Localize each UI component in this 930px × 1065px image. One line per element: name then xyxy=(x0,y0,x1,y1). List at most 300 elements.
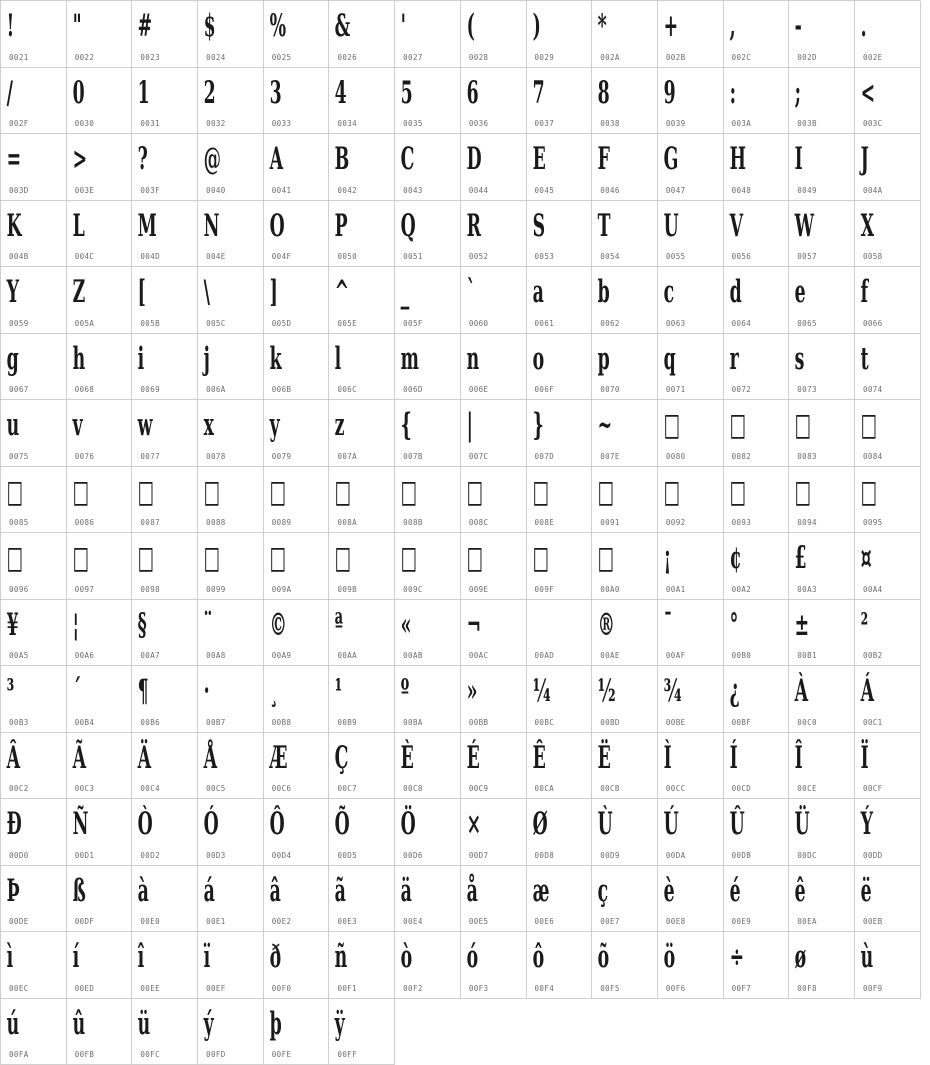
glyph-cell[interactable] xyxy=(329,467,395,534)
glyph-cell[interactable] xyxy=(461,533,527,600)
glyph-cell[interactable] xyxy=(132,533,198,600)
glyph-cell[interactable] xyxy=(855,334,921,401)
glyph-cell[interactable] xyxy=(132,1,198,68)
glyph-cell[interactable] xyxy=(67,932,133,999)
glyph-codepoint: 00EB xyxy=(863,917,883,926)
glyph-cell[interactable] xyxy=(789,666,855,733)
glyph-cell[interactable] xyxy=(1,733,67,800)
glyph-cell[interactable] xyxy=(198,1,264,68)
glyph-cell[interactable] xyxy=(461,799,527,866)
glyph-codepoint: 002F xyxy=(9,119,29,128)
glyph-cell[interactable] xyxy=(658,1,724,68)
glyph-codepoint: 005C xyxy=(206,319,226,328)
glyph-codepoint: 004C xyxy=(75,252,95,261)
glyph-cell[interactable] xyxy=(658,799,724,866)
glyph-cell[interactable] xyxy=(527,68,593,135)
glyph-cell[interactable] xyxy=(395,1,461,68)
glyph-cell[interactable] xyxy=(527,600,593,667)
glyph-character: Á xyxy=(855,668,895,714)
glyph-cell[interactable] xyxy=(132,467,198,534)
glyph-character: ó xyxy=(461,934,501,980)
glyph-cell[interactable] xyxy=(461,1,527,68)
glyph-codepoint: 003D xyxy=(9,186,29,195)
glyph-cell[interactable] xyxy=(724,134,790,201)
glyph-character: / xyxy=(1,70,41,116)
glyph-cell[interactable] xyxy=(264,334,330,401)
glyph-cell[interactable] xyxy=(461,68,527,135)
glyph-cell[interactable] xyxy=(198,533,264,600)
glyph-cell[interactable] xyxy=(789,201,855,268)
glyph-cell[interactable] xyxy=(789,1,855,68)
glyph-cell[interactable] xyxy=(329,334,395,401)
glyph-cell[interactable] xyxy=(329,999,395,1065)
glyph-cell[interactable] xyxy=(527,733,593,800)
glyph-cell[interactable] xyxy=(592,68,658,135)
glyph-character: º xyxy=(395,668,435,714)
glyph-cell[interactable] xyxy=(67,600,133,667)
glyph-cell[interactable] xyxy=(198,932,264,999)
glyph-cell[interactable] xyxy=(264,467,330,534)
glyph-cell[interactable] xyxy=(1,799,67,866)
glyph-character: ¾ xyxy=(658,668,698,714)
glyph-cell[interactable] xyxy=(132,932,198,999)
glyph-cell[interactable] xyxy=(855,1,921,68)
glyph-codepoint: 00B2 xyxy=(863,651,883,660)
glyph-cell[interactable] xyxy=(264,1,330,68)
glyph-cell[interactable] xyxy=(198,866,264,933)
glyph-cell[interactable] xyxy=(264,134,330,201)
glyph-codepoint: 00F7 xyxy=(732,984,752,993)
glyph-cell[interactable] xyxy=(527,201,593,268)
glyph-character: < xyxy=(855,70,895,116)
glyph-codepoint: 00D1 xyxy=(75,851,95,860)
glyph-cell[interactable] xyxy=(132,334,198,401)
glyph-cell[interactable] xyxy=(592,1,658,68)
glyph-cell[interactable] xyxy=(264,999,330,1065)
glyph-cell[interactable] xyxy=(198,999,264,1065)
glyph-character: à xyxy=(132,868,172,914)
glyph-codepoint: 005B xyxy=(140,319,160,328)
glyph-codepoint: 006C xyxy=(337,385,357,394)
glyph-character: 4 xyxy=(329,70,369,116)
glyph-character: ] xyxy=(264,269,304,315)
glyph-cell[interactable] xyxy=(1,334,67,401)
glyph-cell[interactable] xyxy=(198,400,264,467)
glyph-codepoint: 00D4 xyxy=(272,851,292,860)
glyph-cell[interactable] xyxy=(789,467,855,534)
glyph-cell[interactable] xyxy=(592,267,658,334)
glyph-codepoint: 0041 xyxy=(272,186,292,195)
glyph-cell[interactable] xyxy=(395,467,461,534)
glyph-character: K xyxy=(1,203,41,249)
glyph-cell[interactable] xyxy=(724,733,790,800)
glyph-character: å xyxy=(461,868,501,914)
glyph-codepoint: 0056 xyxy=(732,252,752,261)
glyph-cell[interactable] xyxy=(855,68,921,135)
glyph-cell[interactable] xyxy=(658,467,724,534)
glyph-cell[interactable] xyxy=(789,533,855,600)
glyph-cell[interactable] xyxy=(592,799,658,866)
glyph-cell[interactable] xyxy=(264,733,330,800)
glyph-codepoint: 00EC xyxy=(9,984,29,993)
glyph-character: 7 xyxy=(527,70,567,116)
glyph-cell[interactable] xyxy=(395,600,461,667)
glyph-cell[interactable] xyxy=(395,866,461,933)
glyph-cell[interactable] xyxy=(1,866,67,933)
glyph-cell[interactable] xyxy=(592,134,658,201)
glyph-cell[interactable] xyxy=(1,666,67,733)
glyph-cell[interactable] xyxy=(855,134,921,201)
glyph-character: ß xyxy=(67,868,107,914)
glyph-cell[interactable] xyxy=(329,533,395,600)
glyph-cell[interactable] xyxy=(527,134,593,201)
glyph-cell[interactable] xyxy=(1,267,67,334)
glyph-cell[interactable] xyxy=(67,799,133,866)
glyph-codepoint: 0078 xyxy=(206,452,226,461)
glyph-codepoint: 00B0 xyxy=(732,651,752,660)
glyph-cell[interactable] xyxy=(132,600,198,667)
glyph-cell[interactable] xyxy=(724,666,790,733)
glyph-cell[interactable] xyxy=(395,733,461,800)
glyph-character: © xyxy=(264,602,304,648)
glyph-cell[interactable] xyxy=(67,666,133,733)
glyph-cell[interactable] xyxy=(855,201,921,268)
glyph-character: ¡ xyxy=(658,535,698,581)
glyph-codepoint: 00BB xyxy=(469,718,489,727)
glyph-cell[interactable] xyxy=(855,866,921,933)
glyph-cell[interactable] xyxy=(527,467,593,534)
glyph-cell[interactable] xyxy=(198,467,264,534)
glyph-cell[interactable] xyxy=(329,134,395,201)
glyph-character: á xyxy=(198,868,238,914)
glyph-codepoint: 008E xyxy=(535,518,555,527)
glyph-cell[interactable] xyxy=(789,733,855,800)
glyph-codepoint: 0075 xyxy=(9,452,29,461)
glyph-cell[interactable] xyxy=(527,799,593,866)
glyph-cell[interactable] xyxy=(658,201,724,268)
glyph-character: ÿ xyxy=(329,1001,369,1047)
glyph-cell[interactable] xyxy=(132,799,198,866)
glyph-cell[interactable] xyxy=(395,533,461,600)
glyph-cell[interactable] xyxy=(329,267,395,334)
glyph-cell[interactable] xyxy=(855,467,921,534)
glyph-cell[interactable] xyxy=(855,600,921,667)
glyph-cell[interactable] xyxy=(395,267,461,334)
glyph-cell[interactable] xyxy=(658,334,724,401)
glyph-character: □ xyxy=(592,469,632,515)
glyph-cell[interactable] xyxy=(461,134,527,201)
glyph-cell[interactable] xyxy=(395,201,461,268)
glyph-character: A xyxy=(264,136,304,182)
glyph-cell[interactable] xyxy=(724,866,790,933)
glyph-codepoint: 0040 xyxy=(206,186,226,195)
glyph-cell[interactable] xyxy=(592,866,658,933)
glyph-cell[interactable] xyxy=(132,201,198,268)
glyph-cell[interactable] xyxy=(67,467,133,534)
glyph-cell[interactable] xyxy=(1,400,67,467)
glyph-character: Â xyxy=(1,735,41,781)
glyph-codepoint: 00BC xyxy=(535,718,555,727)
glyph-cell[interactable] xyxy=(592,666,658,733)
glyph-cell[interactable] xyxy=(658,134,724,201)
glyph-cell[interactable] xyxy=(527,334,593,401)
glyph-cell[interactable] xyxy=(1,600,67,667)
glyph-cell[interactable] xyxy=(1,533,67,600)
glyph-cell[interactable] xyxy=(198,267,264,334)
glyph-cell[interactable] xyxy=(724,467,790,534)
glyph-cell[interactable] xyxy=(724,334,790,401)
glyph-cell[interactable] xyxy=(855,533,921,600)
glyph-cell[interactable] xyxy=(329,1,395,68)
glyph-cell[interactable] xyxy=(855,666,921,733)
glyph-cell[interactable] xyxy=(67,733,133,800)
glyph-cell[interactable] xyxy=(67,999,133,1065)
glyph-cell[interactable] xyxy=(132,999,198,1065)
glyph-cell[interactable] xyxy=(198,201,264,268)
glyph-cell[interactable] xyxy=(461,600,527,667)
glyph-character: ¶ xyxy=(132,668,172,714)
glyph-codepoint: 0023 xyxy=(140,53,160,62)
glyph-cell[interactable] xyxy=(264,68,330,135)
glyph-cell[interactable] xyxy=(724,799,790,866)
glyph-cell[interactable] xyxy=(658,400,724,467)
glyph-cell[interactable] xyxy=(395,68,461,135)
glyph-cell[interactable] xyxy=(592,932,658,999)
glyph-cell[interactable] xyxy=(461,201,527,268)
glyph-cell[interactable] xyxy=(527,1,593,68)
glyph-codepoint: 0031 xyxy=(140,119,160,128)
glyph-cell[interactable] xyxy=(329,68,395,135)
glyph-cell[interactable] xyxy=(329,866,395,933)
glyph-cell[interactable] xyxy=(1,999,67,1065)
glyph-cell[interactable] xyxy=(395,932,461,999)
glyph-cell[interactable] xyxy=(264,400,330,467)
glyph-cell[interactable] xyxy=(658,600,724,667)
glyph-codepoint: 00B7 xyxy=(206,718,226,727)
glyph-cell[interactable] xyxy=(789,68,855,135)
glyph-cell[interactable] xyxy=(132,68,198,135)
glyph-cell[interactable] xyxy=(592,600,658,667)
glyph-cell[interactable] xyxy=(67,68,133,135)
glyph-cell[interactable] xyxy=(132,733,198,800)
glyph-cell[interactable] xyxy=(789,134,855,201)
glyph-cell[interactable] xyxy=(461,666,527,733)
glyph-cell[interactable] xyxy=(395,334,461,401)
glyph-cell[interactable] xyxy=(1,932,67,999)
glyph-codepoint: 00A0 xyxy=(600,585,620,594)
glyph-cell[interactable] xyxy=(461,267,527,334)
glyph-cell[interactable] xyxy=(527,866,593,933)
glyph-codepoint: 0062 xyxy=(600,319,620,328)
glyph-codepoint: 00F2 xyxy=(403,984,423,993)
glyph-cell[interactable] xyxy=(527,533,593,600)
glyph-character: 2 xyxy=(198,70,238,116)
glyph-character: 8 xyxy=(592,70,632,116)
glyph-cell[interactable] xyxy=(658,533,724,600)
glyph-cell[interactable] xyxy=(658,932,724,999)
glyph-codepoint: 00FF xyxy=(337,1050,357,1059)
glyph-character: n xyxy=(461,336,501,382)
glyph-cell[interactable] xyxy=(329,600,395,667)
glyph-character: F xyxy=(592,136,632,182)
glyph-cell[interactable] xyxy=(198,68,264,135)
glyph-cell[interactable] xyxy=(198,134,264,201)
glyph-cell[interactable] xyxy=(264,201,330,268)
glyph-character: ø xyxy=(789,934,829,980)
glyph-character: □ xyxy=(1,535,41,581)
glyph-codepoint: 00F1 xyxy=(337,984,357,993)
glyph-character: è xyxy=(658,868,698,914)
glyph-cell[interactable] xyxy=(395,400,461,467)
glyph-codepoint: 0022 xyxy=(75,53,95,62)
glyph-cell[interactable] xyxy=(855,799,921,866)
glyph-cell[interactable] xyxy=(527,932,593,999)
glyph-cell[interactable] xyxy=(789,400,855,467)
glyph-codepoint: 00B4 xyxy=(75,718,95,727)
glyph-cell[interactable] xyxy=(527,400,593,467)
glyph-cell[interactable] xyxy=(67,400,133,467)
glyph-codepoint: 0080 xyxy=(666,452,686,461)
glyph-character: □ xyxy=(67,469,107,515)
glyph-cell[interactable] xyxy=(789,932,855,999)
glyph-cell[interactable] xyxy=(329,201,395,268)
glyph-cell[interactable] xyxy=(264,799,330,866)
glyph-cell[interactable] xyxy=(67,134,133,201)
glyph-cell[interactable] xyxy=(592,733,658,800)
glyph-cell[interactable] xyxy=(264,932,330,999)
glyph-cell[interactable] xyxy=(67,533,133,600)
glyph-cell[interactable] xyxy=(855,932,921,999)
glyph-cell[interactable] xyxy=(658,733,724,800)
glyph-cell[interactable] xyxy=(789,267,855,334)
glyph-cell[interactable] xyxy=(264,666,330,733)
glyph-cell[interactable] xyxy=(789,866,855,933)
glyph-character: Z xyxy=(67,269,107,315)
glyph-cell[interactable] xyxy=(658,68,724,135)
glyph-character: R xyxy=(461,203,501,249)
glyph-cell[interactable] xyxy=(724,267,790,334)
glyph-cell[interactable] xyxy=(789,600,855,667)
glyph-cell[interactable] xyxy=(67,267,133,334)
glyph-character: X xyxy=(855,203,895,249)
glyph-character: D xyxy=(461,136,501,182)
glyph-cell[interactable] xyxy=(198,666,264,733)
glyph-cell[interactable] xyxy=(132,267,198,334)
glyph-cell[interactable] xyxy=(724,201,790,268)
glyph-character: 5 xyxy=(395,70,435,116)
glyph-cell[interactable] xyxy=(1,1,67,68)
glyph-codepoint: 0042 xyxy=(337,186,357,195)
glyph-character: é xyxy=(724,868,764,914)
glyph-codepoint: 0054 xyxy=(600,252,620,261)
glyph-cell[interactable] xyxy=(132,666,198,733)
glyph-cell[interactable] xyxy=(461,932,527,999)
glyph-cell[interactable] xyxy=(724,600,790,667)
glyph-cell[interactable] xyxy=(592,533,658,600)
glyph-cell[interactable] xyxy=(461,866,527,933)
glyph-cell[interactable] xyxy=(658,866,724,933)
glyph-cell[interactable] xyxy=(724,1,790,68)
glyph-cell[interactable] xyxy=(527,666,593,733)
glyph-cell[interactable] xyxy=(132,400,198,467)
glyph-cell[interactable] xyxy=(395,134,461,201)
glyph-cell[interactable] xyxy=(264,600,330,667)
glyph-cell[interactable] xyxy=(329,400,395,467)
glyph-cell[interactable] xyxy=(789,334,855,401)
glyph-cell[interactable] xyxy=(395,666,461,733)
glyph-cell[interactable] xyxy=(461,733,527,800)
glyph-cell[interactable] xyxy=(855,733,921,800)
glyph-cell[interactable] xyxy=(592,201,658,268)
glyph-codepoint: 0034 xyxy=(337,119,357,128)
glyph-cell[interactable] xyxy=(1,467,67,534)
glyph-cell[interactable] xyxy=(461,467,527,534)
glyph-cell[interactable] xyxy=(724,932,790,999)
glyph-cell[interactable] xyxy=(198,733,264,800)
glyph-cell[interactable] xyxy=(329,666,395,733)
glyph-cell[interactable] xyxy=(658,666,724,733)
glyph-character: □ xyxy=(132,469,172,515)
glyph-codepoint: 00BD xyxy=(600,718,620,727)
glyph-cell[interactable] xyxy=(329,932,395,999)
glyph-cell[interactable] xyxy=(1,134,67,201)
glyph-cell[interactable] xyxy=(329,733,395,800)
glyph-cell[interactable] xyxy=(855,267,921,334)
glyph-codepoint: 00FB xyxy=(75,1050,95,1059)
glyph-codepoint: 0061 xyxy=(535,319,555,328)
glyph-character: É xyxy=(461,735,501,781)
glyph-cell[interactable] xyxy=(395,799,461,866)
glyph-codepoint: 00EF xyxy=(206,984,226,993)
glyph-cell[interactable] xyxy=(264,866,330,933)
glyph-cell[interactable] xyxy=(264,267,330,334)
glyph-cell[interactable] xyxy=(592,467,658,534)
glyph-character: î xyxy=(132,934,172,980)
glyph-cell[interactable] xyxy=(461,400,527,467)
glyph-cell[interactable] xyxy=(198,600,264,667)
glyph-cell[interactable] xyxy=(132,134,198,201)
glyph-character: ´ xyxy=(67,668,107,714)
glyph-character: Ä xyxy=(132,735,172,781)
glyph-cell[interactable] xyxy=(67,334,133,401)
glyph-cell[interactable] xyxy=(132,866,198,933)
glyph-cell[interactable] xyxy=(724,533,790,600)
glyph-cell[interactable] xyxy=(658,267,724,334)
glyph-cell[interactable] xyxy=(789,799,855,866)
glyph-cell[interactable] xyxy=(855,400,921,467)
glyph-character: O xyxy=(264,203,304,249)
glyph-cell[interactable] xyxy=(592,400,658,467)
glyph-cell[interactable] xyxy=(198,799,264,866)
glyph-cell[interactable] xyxy=(1,201,67,268)
glyph-cell[interactable] xyxy=(592,334,658,401)
glyph-cell[interactable] xyxy=(1,68,67,135)
glyph-cell[interactable] xyxy=(67,1,133,68)
glyph-codepoint: 0036 xyxy=(469,119,489,128)
glyph-cell[interactable] xyxy=(329,799,395,866)
glyph-cell[interactable] xyxy=(527,267,593,334)
glyph-cell[interactable] xyxy=(198,334,264,401)
glyph-cell[interactable] xyxy=(264,533,330,600)
glyph-character: □ xyxy=(724,469,764,515)
glyph-cell[interactable] xyxy=(461,334,527,401)
glyph-codepoint: 00EE xyxy=(140,984,160,993)
glyph-cell[interactable] xyxy=(724,400,790,467)
glyph-cell[interactable] xyxy=(67,201,133,268)
glyph-cell[interactable] xyxy=(67,866,133,933)
glyph-cell[interactable] xyxy=(724,68,790,135)
glyph-codepoint: 0028 xyxy=(469,53,489,62)
